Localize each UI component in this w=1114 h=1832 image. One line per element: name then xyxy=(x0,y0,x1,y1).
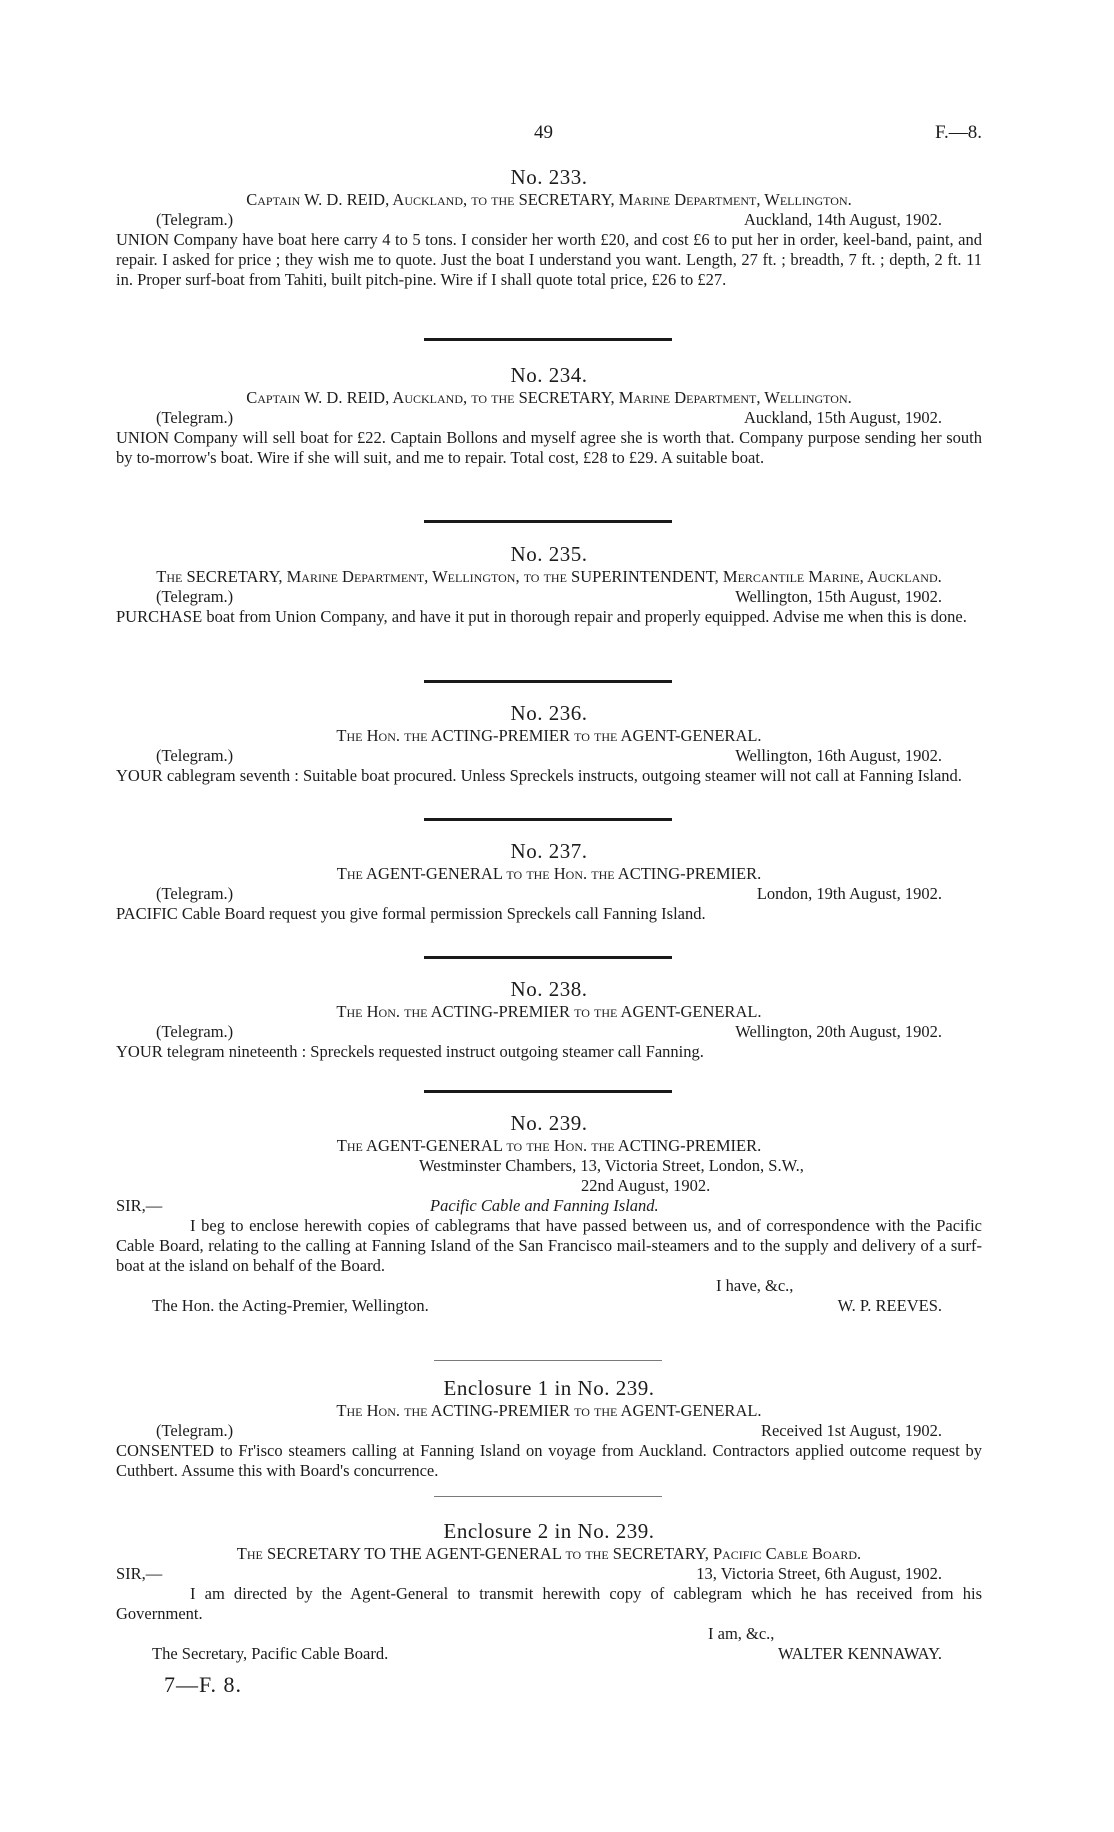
entry-heading: Captain W. D. REID, Auckland, to the SECRETARY, Marine Department, Wellington. xyxy=(246,190,852,209)
letter-body: I am directed by the Agent-General to transmit herewith copy of cablegram which he has received from his Government. xyxy=(116,1584,982,1623)
closing: I have, &c., xyxy=(716,1276,794,1295)
entry-heading: The Hon. the ACTING-PREMIER to the AGENT-GENERAL. xyxy=(336,1002,762,1021)
place-date: Wellington, 16th August, 1902. xyxy=(735,746,942,765)
addressee-line xyxy=(116,1644,982,1664)
document-reference: F.—8. xyxy=(934,122,982,143)
enclosure-rule xyxy=(434,1360,662,1361)
place-date: Wellington, 15th August, 1902. xyxy=(735,587,942,606)
entry-body: YOUR telegram nineteenth : Spreckels requested instruct outgoing steamer call Fanning. xyxy=(116,1042,704,1061)
entry-number: No. 234. xyxy=(510,363,588,387)
entry-233 xyxy=(116,164,982,290)
entry-number: No. 237. xyxy=(510,839,588,863)
telegram-line xyxy=(116,1022,982,1042)
entry-heading: The SECRETARY TO THE AGENT-GENERAL to the SECRETARY, Pacific Cable Board. xyxy=(236,1544,862,1563)
place-date: Auckland, 15th August, 1902. xyxy=(744,408,942,427)
section-rule xyxy=(424,818,672,821)
addressee: The Secretary, Pacific Cable Board. xyxy=(152,1644,389,1663)
entry-238 xyxy=(116,976,982,1062)
entry-body: PURCHASE boat from Union Company, and have it put in thorough repair and properly equipped. Advise me when this is done. xyxy=(116,607,967,626)
telegram-label: (Telegram.) xyxy=(156,210,234,229)
sheet-signature: 7—F. 8. xyxy=(164,1672,242,1697)
closing-line xyxy=(116,1624,982,1644)
entry-body: UNION Company will sell boat for £22. Captain Bollons and myself agree she is worth that. Company purpose sending her south by to-morrow's boat. Wire if she will suit, and me to repair. Total cost, £28 to £29. A suitable boat. xyxy=(116,428,982,467)
entry-heading: The SECRETARY, Marine Department, Wellington, to the SUPERINTENDENT, Mercantile Marine, Auckland. xyxy=(156,567,942,586)
telegram-line xyxy=(116,408,982,428)
entry-239 xyxy=(116,1110,982,1316)
telegram-label: (Telegram.) xyxy=(156,1022,234,1041)
entry-heading: The Hon. the ACTING-PREMIER to the AGENT-GENERAL. xyxy=(336,1401,762,1420)
entry-number: No. 238. xyxy=(510,977,588,1001)
salutation: SIR,— xyxy=(116,1196,163,1215)
section-rule xyxy=(424,520,672,523)
telegram-label: (Telegram.) xyxy=(156,884,234,903)
entry-number: No. 235. xyxy=(510,542,588,566)
telegram-line xyxy=(116,884,982,904)
telegram-label: (Telegram.) xyxy=(156,408,234,427)
section-rule xyxy=(424,1090,672,1093)
place-date: 13, Victoria Street, 6th August, 1902. xyxy=(696,1564,942,1583)
section-rule xyxy=(424,338,672,341)
entry-234 xyxy=(116,362,982,468)
telegram-label: (Telegram.) xyxy=(156,587,234,606)
letter-date: 22nd August, 1902. xyxy=(581,1176,711,1195)
entry-heading: Captain W. D. REID, Auckland, to the SECRETARY, Marine Department, Wellington. xyxy=(246,388,852,407)
entry-heading: The Hon. the ACTING-PREMIER to the AGENT-GENERAL. xyxy=(336,726,762,745)
place-date: London, 19th August, 1902. xyxy=(756,884,942,903)
page-number: 49 xyxy=(534,122,553,143)
entry-heading: The AGENT-GENERAL to the Hon. the ACTING-PREMIER. xyxy=(336,1136,762,1155)
telegram-label: (Telegram.) xyxy=(156,1421,234,1440)
entry-number: No. 233. xyxy=(510,165,588,189)
entry-number: No. 239. xyxy=(510,1111,588,1135)
place-date: Auckland, 14th August, 1902. xyxy=(744,210,942,229)
salutation-line xyxy=(116,1564,982,1584)
enclosure-1 xyxy=(116,1375,982,1481)
entry-237 xyxy=(116,838,982,924)
telegram-line xyxy=(116,1421,982,1441)
document-page xyxy=(116,0,982,1832)
entry-heading: The AGENT-GENERAL to the Hon. the ACTING-PREMIER. xyxy=(336,864,762,883)
letter-body: I beg to enclose herewith copies of cablegrams that have passed between us, and of correspondence with the Pacific Cable Board, relating to the calling at Fanning Island of the San Francisco mail-steamers and to the supply and delivery of a surf-boat at the island on behalf of the Board. xyxy=(116,1216,982,1275)
salutation-line xyxy=(116,1196,982,1216)
entry-body: CONSENTED to Fr'isco steamers calling at Fanning Island on voyage from Auckland. Contractors applied outcome request by Cuthbert. Assume this with Board's concurrence. xyxy=(116,1441,982,1480)
signature: W. P. REEVES. xyxy=(837,1296,942,1315)
salutation: SIR,— xyxy=(116,1564,163,1583)
entry-body: UNION Company have boat here carry 4 to 5 tons. I consider her worth £20, and cost £6 to put her in order, keel-band, paint, and repair. I asked for price ; they wish me to quote. Just the boat I understand you want. Length, 27 ft. ; breadth, 7 ft. ; depth, 2 ft. 11 in. Proper surf-boat from Tahiti, built pitch-pine. Wire if I shall quote total price, £26 to £27. xyxy=(116,230,982,289)
enclosure-2 xyxy=(116,1518,982,1664)
section-rule xyxy=(424,680,672,683)
addressee-line xyxy=(116,1296,982,1316)
closing-line xyxy=(116,1276,982,1296)
telegram-label: (Telegram.) xyxy=(156,746,234,765)
entry-235 xyxy=(116,541,982,627)
entry-body: YOUR cablegram seventh : Suitable boat procured. Unless Spreckels instructs, outgoing steamer will not call at Fanning Island. xyxy=(116,766,962,785)
telegram-line xyxy=(116,587,982,607)
addressee: The Hon. the Acting-Premier, Wellington. xyxy=(152,1296,429,1315)
enclosure-title: Enclosure 2 in No. 239. xyxy=(443,1519,655,1543)
place-date: Wellington, 20th August, 1902. xyxy=(735,1022,942,1041)
entry-236 xyxy=(116,700,982,786)
entry-number: No. 236. xyxy=(510,701,588,725)
entry-body: PACIFIC Cable Board request you give formal permission Spreckels call Fanning Island. xyxy=(116,904,706,923)
section-rule xyxy=(424,956,672,959)
telegram-line xyxy=(116,746,982,766)
signature: WALTER KENNAWAY. xyxy=(778,1644,942,1663)
closing: I am, &c., xyxy=(708,1624,775,1643)
letter-subject: Pacific Cable and Fanning Island. xyxy=(430,1196,659,1215)
place-date: Received 1st August, 1902. xyxy=(760,1421,942,1440)
telegram-line xyxy=(116,210,982,230)
sender-address: Westminster Chambers, 13, Victoria Street, London, S.W., xyxy=(419,1156,804,1175)
enclosure-title: Enclosure 1 in No. 239. xyxy=(443,1376,655,1400)
enclosure-rule xyxy=(434,1496,662,1497)
